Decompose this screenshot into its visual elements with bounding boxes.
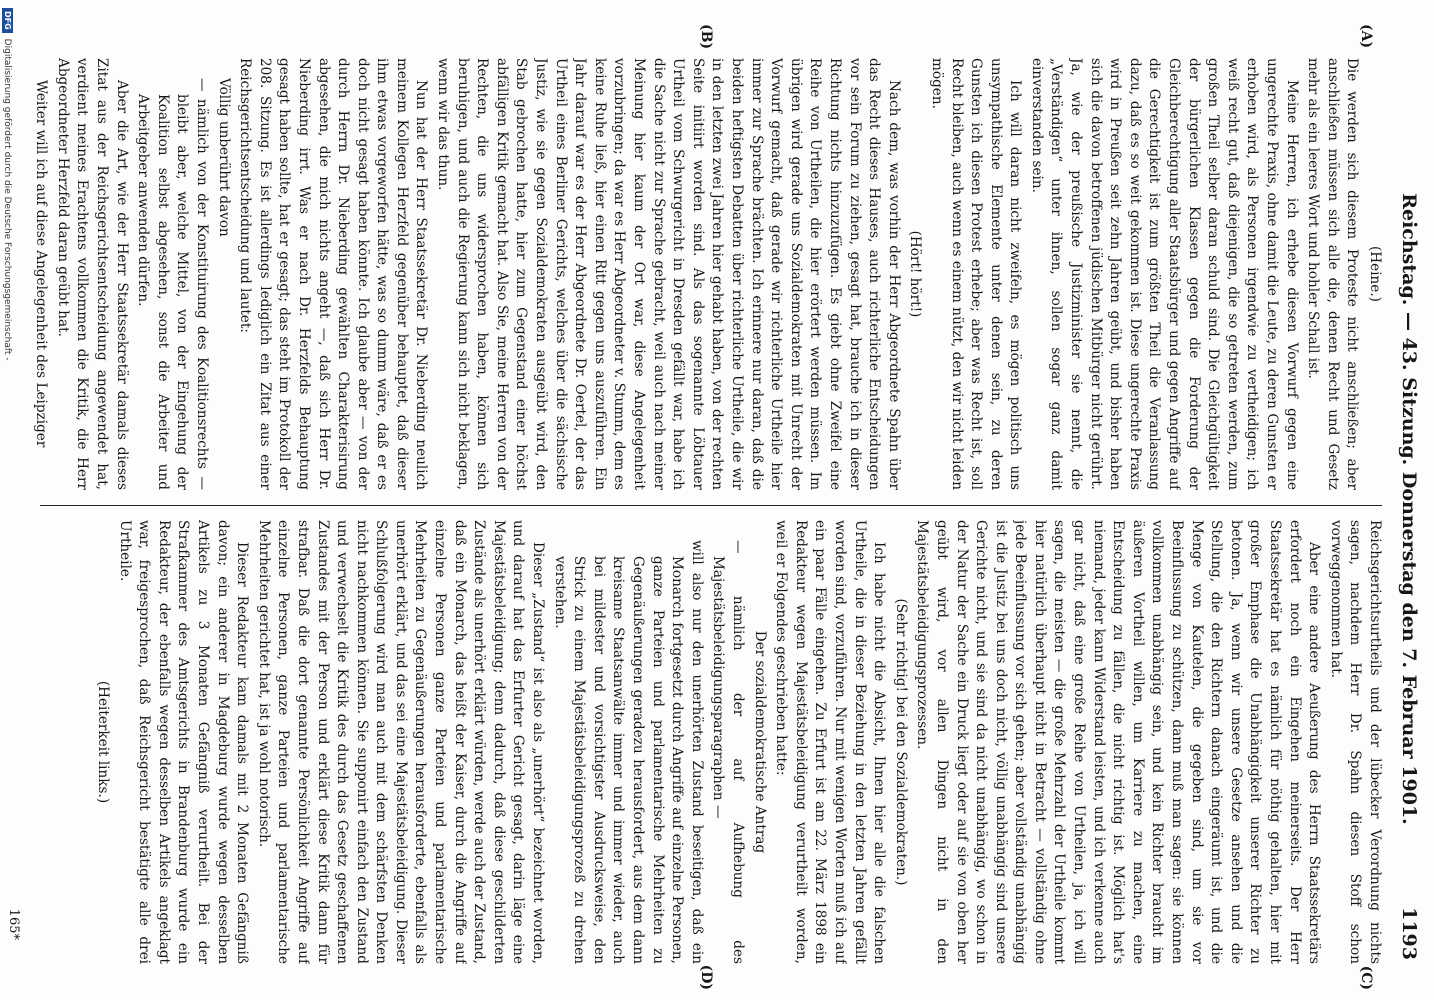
interjection: (Sehr richtig! bei den Sozialdemokraten.)	[892, 598, 909, 886]
margin-mark-b: (B)	[698, 24, 714, 50]
interjection: (Heiterkeit links.)	[95, 680, 111, 804]
header-page-number: 1193	[1398, 907, 1420, 960]
paragraph: Nach dem, was vorhin der Herr Abgeordnete Spahn über das Recht dieses Hauses, auch richterliche Entscheidungen vor sein Forum zu ziehen, gesagt hat, brauche ich in dieser Richtung nichts hinzuzufügen. Es giebt ohne Zweifel eine Reihe von Urtheilen, die hier erörtert werden müssen. Im übrigen wird gerade uns Sozialdemokraten mit Unrecht der Vorwurf gemacht, daß gerade wir richterliche Urtheile hier immer zur Sprache brächten. Ich erinnere nur daran, daß die beiden heftigsten Debatten über richterliche Urtheile, die wir in den letzten zwei Jahren hier gehabt haben, von der rechten Seite initiirt worden sind. Als das sogenannte Löbtauer Urtheil vom Schwurgericht in Dresden gefällt war, habe ich die Sache nicht zur Sprache gebracht, weil auch nach meiner Meinung hier kaum der Ort war, diese Angelegenheit vorzubringen; da war es Herr Abgeordneter v. Stumm, dem es keine Ruhe ließ, hier einen Ritt gegen uns auszuführen. Ein Jahr darauf war es der Herr Abgeordnete Dr. Oertel, der das Urtheil eines Berliner Gerichts, welches über die sächsische Justiz, wie sie gegen Sozialdemokraten ausgeübt wird, den Stab gebrochen hatte, hier zum Gegenstand einer höchst abfälligen Kritik gemacht hat. Also Sie, meine Herren von der Rechten, die uns widersprochen haben, können sich beruhigen, und auch die Regierung kann sich nicht beklagen, wenn wir das thun.	[435, 58, 902, 490]
header-title: Reichstag. — 43. Sitzung. Donnerstag den 7. Februar 1901.	[1398, 193, 1420, 825]
margin-mark-d: (D)	[698, 964, 714, 990]
quotation: — nämlich von der Konstituirung des Koalitionsrechts — bleibt aber, welche Mittel, von der Eingehung der Koalition selbst abgesehen, sonst die Arbeiter und Arbeitgeber anwenden dürfen.	[135, 78, 210, 490]
left-column	[18, 58, 1384, 490]
paragraph: Die werden sich diesem Proteste nicht anschließen; aber anschließen müssen sich alle die, denen Recht und Gesetz mehr als ein leeres Wort und hohler Schall ist.	[1305, 58, 1361, 490]
quotation: Völlig unberührt davon	[215, 78, 232, 237]
paragraph: Weiter will ich auf diese Angelegenheit des Leipziger	[33, 80, 50, 448]
paragraph: Ich habe nicht die Absicht, Ihnen hier alle die falschen Urtheile, die in dieser Beziehung in den letzten Jahren gefällt worden sind, vorzuführen. Nur mit wenigen Worten muß ich auf ein paar Fälle eingehen. Zu Erfurt ist am 22. März 1898 ein Redakteur wegen Majestätsbeleidigung verurtheilt worden, weil er Folgendes geschrieben hatte:	[773, 520, 888, 964]
quotation: — nämlich der auf Aufhebung des Majestätsbeleidigungsparagraphen —	[710, 540, 746, 964]
paragraph: Dieser Redakteur kam damals mit 2 Monaten Gefängniß davon; ein anderer in Magdeburg wurde wegen desselben Artikels zu 3 Monaten Gefängniß verurtheilt. Bei der Strafkammer des Amtsgerichts in Brandenburg wurde ein Redakteur, der ebenfalls wegen desselben Artikels angeklagt war, freigesprochen, daß Reichsgericht bestätigte alle drei Urtheile.	[116, 520, 251, 964]
dfg-logo: DFG	[2, 8, 13, 33]
paragraph: Ich will daran nicht zweifeln, es mögen politisch uns unsympathische Elemente unter denen sein, zu deren Gunsten ich diesen Protest erhebe; aber was Recht ist, soll Recht bleiben, auch wenn es einem nützt, den wir nicht leiden mögen.	[928, 58, 1024, 490]
paragraph: Aber die Art, wie der Herr Staatssekretär damals dieses Zitat aus der Reichsgerichtsentscheidung angewendet hat, verdient meines Erachtens vollkommen die Kritik, die Herr Abgeordneter Herzfeld daran geübt hat.	[54, 58, 130, 490]
paragraph: Dieser „Zustand“ ist also als „unerhört“ bezeichnet worden, und darauf hat das Erfurter Gericht gesagt, darin läge eine Majestätsbeleidigung; denn dadurch, daß diese geschilderten Zustände als unerhört erklärt würden, werde auch der Zustand, daß ein Monarch, das heißt der Kaiser, durch die Angriffe auf einzelne Personen ganze Parteien und parlamentarische Mehrheiten zu Gegenäußerungen herausforderte, ebenfalls als unerhört erklärt, und das sei eine Majestätsbeleidigung. Dieser Schlußfolgerung wird man auch mit dem schärfsten Denken nicht nachkommen können. Sie supponirt einfach den Zustand und verwechselt die Kritik des durch das Gesetz geschaffenen Zustandes mit der Person und erklärt diese Kritik dann für strafbar. Daß die dort genannte Persönlichkeit Angriffe auf einzelne Personen, ganze Parteien und parlamentarische Mehrheiten gerichtet hat, ist ja wohl notorisch.	[255, 520, 547, 964]
paragraph: Nun hat der Herr Staatssekretär Dr. Nieberding neulich meinem Kollegen Herzfeld gegenüber behauptet, daß dieser ihm etwas vorgeworfen hätte, was so dumm wäre, daß er es doch nicht gesagt haben könnte. Ich glaube aber — von der durch Herrn Dr. Nieberding gewählten Charakterisirung abgesehen, die mich nichts angeht —, daß sich Herr Dr. Nieberding irrt. Was er nach Dr. Herzfelds Behauptung gesagt haben sollte, hat er gesagt; das steht im Protokoll der 208. Sitzung. Es ist allerdings lediglich ein Zitat aus einer Reichsgerichtsentscheidung und lautet:	[237, 58, 430, 490]
paragraph: Reichsgerichtsurtheils und der lübecker Verordnung nichts sagen, nachdem Herr Dr. Spahn diesen Stoff schon vorweggenommen hat.	[1327, 520, 1383, 964]
page-header	[1392, 58, 1426, 960]
page-number: 165*	[6, 908, 21, 940]
quotation-intro: Der sozialdemokratische Antrag	[751, 630, 768, 854]
paragraph: Meine Herren, ich erhebe diesen Vorwurf gegen eine ungerechte Praxis, ohne damit die Leute, zu deren Gunsten er erhoben wird, als Personen irgendwie zu vertheidigen; ich weiß recht gut, daß diejenigen, die so getreten werden, zum großen Theil selber daran schuld sind. Die Gleichgültigkeit der bürgerlichen Klassen gegen die Forderung der Gleichberechtigung aller Staatsbürger und gegen Angriffe auf die Gerechtigkeit ist zum größten Theil die Veranlassung dazu, daß es so weit gekommen ist. Diese ungerechte Praxis wird in Preußen seit zehn Jahren geübt, und bisher haben sich die davon betroffenen jüdischen Mitbürger nicht gerührt. Ja, wie der preußische Justizminister sie nennt, die „Verständigen“ unter ihnen, sollen sogar ganz damit einverstanden sein.	[1028, 58, 1300, 490]
quotation: will also nur den unerhörten Zustand beseitigen, daß ein Monarch fortgesetzt durch Angriffe auf einzelne Personen, ganze Parteien und parlamentarische Mehrheiten zu Gegenäußerungen geradezu herausfordert, aus dem dann kreisame Staatsanwälte immer und immer wieder, auch bei mildester und vorsichtigster Ausdrucksweise, den Strick zu einem Majestätsbeleidigungsprozeß zu drehen verstehen.	[551, 540, 705, 964]
column-divider	[40, 505, 1382, 506]
interjection: (Hört! hört!)	[907, 230, 924, 318]
footer-text: Digitalisierung gefördert durch die Deutsche Forschungsgemeinschaft -	[2, 38, 13, 361]
paragraph: Aber eine andere Aeußerung des Herrn Staatssekretärs erfordert noch ein Eingehen meinerseits. Der Herr Staatssekretär hat es nämlich für nöthig gehalten, hier mit großer Emphase die Unabhängigkeit unserer Richter zu betonen. Ja, wenn wir unsere Gesetze ansehen und die Stellung, die den Richtern danach eingeräumt ist, und die Menge von Kautelen, die gegeben sind, um sie vor Beeinflussung zu schützen, dann muß man sagen: sie können vollkommen unabhängig sein, und kein Richter braucht im äußeren Vortheil willen, um Karriere zu machen, eine Entscheidung zu fällen, die nicht richtig ist. Möglich hat's niemand, jeder kann Widerstand leisten, und ich verkenne auch gar nicht, daß eine große Reihe von Urtheilen, ja, ich will sagen, die meisten — die große Mehrzahl der Urtheile kommt hier natürlich überhaupt nicht in Betracht — vollständig ohne jede Beeinflussung vor sich gehen; aber vollständig unabhängig ist die Justiz bei uns doch nicht, völlig unabhängig sind unsere Gerichte nicht, und sie sind da nicht unabhängig, wo schon in der Natur der Sache ein Druck liegt oder auf sie von oben her geübt wird, vor allen Dingen nicht in den Majestätsbeleidigungsprozessen.	[914, 520, 1323, 964]
right-column	[18, 520, 1384, 964]
speaker-name: (Heine.)	[1367, 246, 1383, 302]
margin-mark-a: (A)	[1358, 24, 1374, 49]
margin-mark-c: (C)	[1358, 965, 1374, 990]
footer	[2, 8, 13, 992]
